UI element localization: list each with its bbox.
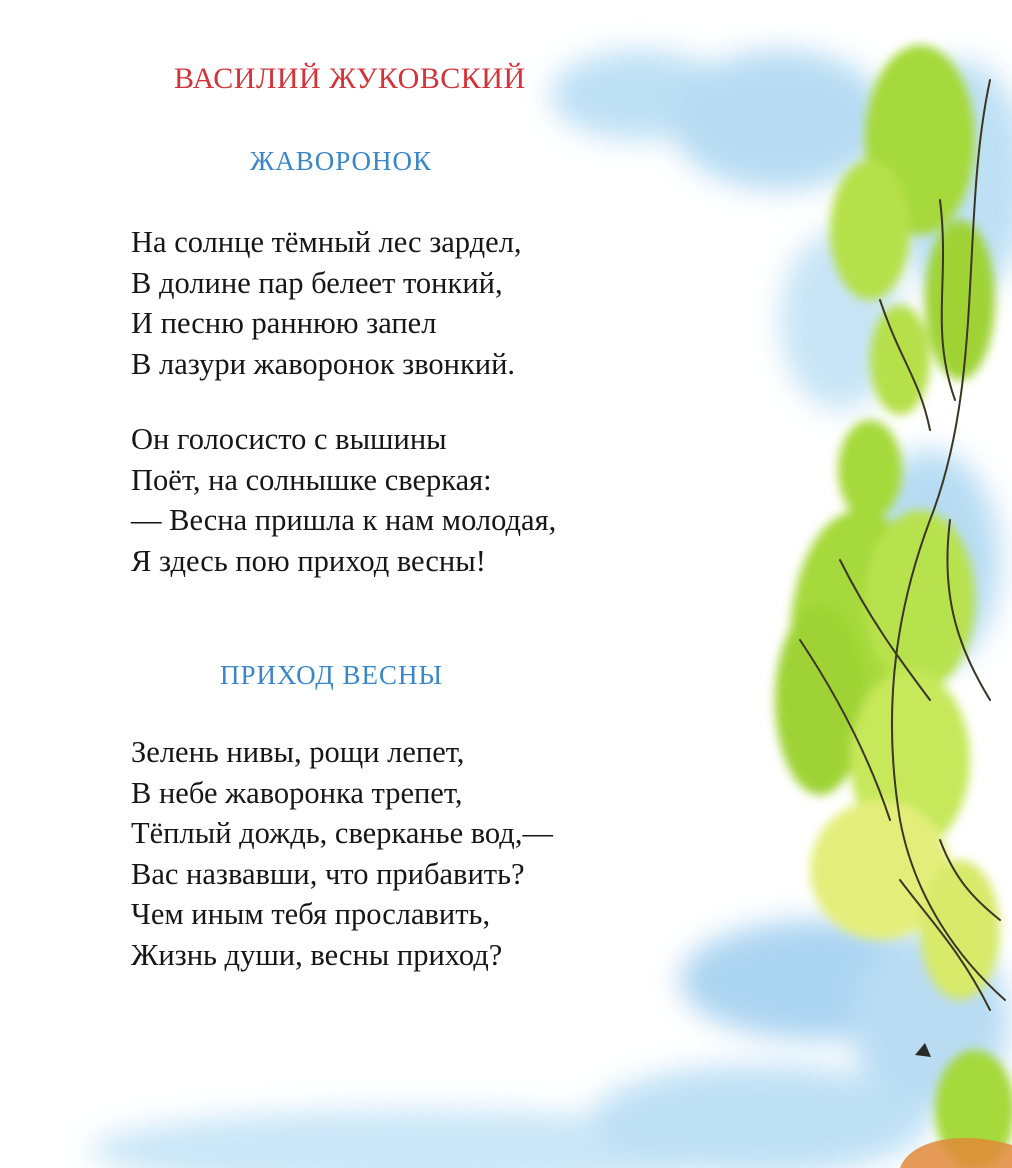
bird-icon — [915, 1043, 931, 1057]
tree-branches — [800, 80, 1005, 1010]
poem-line: Я здесь пою приход весны! — [131, 543, 486, 578]
poem-line: В лазури жаворонок звонкий. — [131, 346, 516, 381]
poem-line: И песню раннюю запел — [131, 306, 437, 340]
poem-1-stanza-1 — [131, 222, 522, 384]
poem-line: Поёт, на солнышке сверкая: — [131, 462, 492, 497]
poem-title-prikhod-vesny: ПРИХОД ВЕСНЫ — [220, 660, 444, 690]
author-name: ВАСИЛИЙ ЖУКОВСКИЙ — [174, 62, 526, 95]
poem-line: Чем иным тебя прославить, — [131, 897, 491, 931]
tree-foliage — [775, 45, 1012, 1168]
poem-line: Он голосисто с вышины — [131, 422, 447, 456]
poem-2-stanza-1 — [131, 732, 553, 975]
sky-patches — [90, 50, 1012, 1168]
poem-line: В небе жаворонка трепет, — [131, 775, 463, 810]
poem-line: В долине пар белеет тонкий, — [131, 265, 503, 300]
poem-line: Зелень нивы, рощи лепет, — [131, 735, 465, 769]
bottom-right-figure — [900, 1138, 1012, 1168]
poem-line: — Весна пришла к нам молодая, — [131, 503, 557, 537]
poem-line: На солнце тёмный лес зардел, — [131, 225, 522, 259]
poem-line: Жизнь души, весны приход? — [131, 937, 503, 972]
poem-title-zhavoronok: ЖАВОРОНОК — [250, 146, 433, 176]
poem-1-stanza-2 — [131, 419, 556, 581]
poem-line: Тёплый дождь, сверканье вод,— — [131, 816, 553, 850]
poem-line: Вас назвавши, что прибавить? — [131, 856, 525, 891]
